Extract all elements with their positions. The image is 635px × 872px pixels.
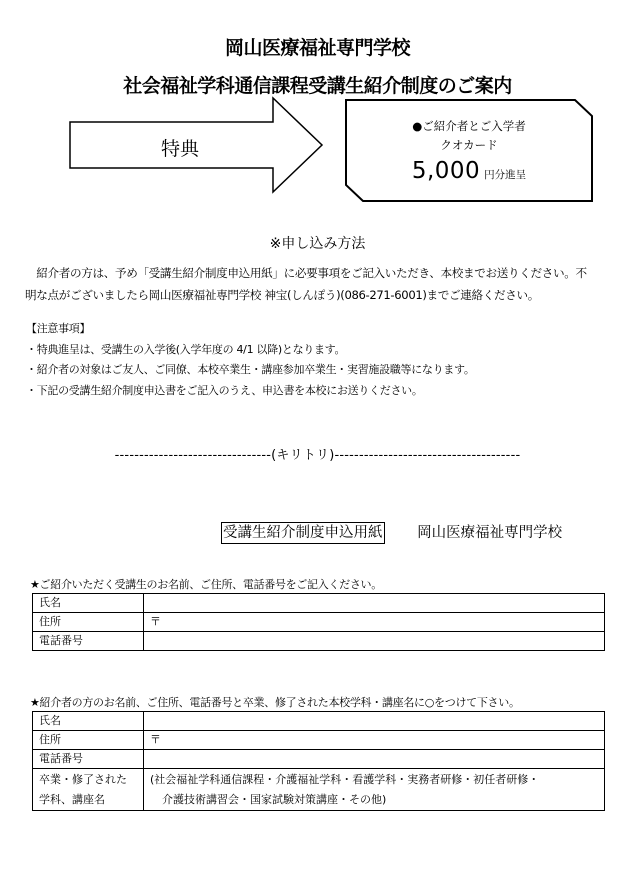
table-row	[33, 731, 605, 750]
notes-heading: 【注意事項】	[26, 322, 91, 335]
referrer-name-label: 氏名	[33, 712, 144, 731]
benefit-item: クオカード	[440, 138, 498, 152]
form-title: 受講生紹介制度申込用紙	[221, 522, 385, 544]
paragraph-line: 明な点がございましたら岡山医療福祉専門学校 神宝(しんぽう)(086-271-6001)までご連絡ください。	[25, 288, 539, 302]
course-label-line: 学科、講座名	[39, 793, 105, 806]
student-info-table	[32, 593, 605, 651]
student-address-label: 住所	[33, 613, 144, 632]
referrer-phone-label: 電話番号	[33, 750, 144, 769]
cut-line: --------------------------------(キリトリ)--------------------------------------	[114, 448, 521, 463]
table-row	[33, 613, 605, 632]
referrer-address-field[interactable]: 〒	[144, 731, 605, 750]
table-row	[33, 750, 605, 769]
paragraph-line: 紹介者の方は、予め「受講生紹介制度申込用紙」に必要事項をご記入いただき、本校までお送りください。不	[25, 266, 587, 280]
table-row	[33, 769, 605, 811]
application-heading: ※申し込み方法	[269, 236, 366, 252]
note-item: ・特典進呈は、受講生の入学後(入学年度の 4/1 以降)となります。	[26, 342, 346, 356]
referrer-address-label: 住所	[33, 731, 144, 750]
benefit-amount-line	[346, 158, 592, 184]
table-row	[33, 632, 605, 651]
form-school-name: 岡山医療福祉専門学校	[417, 525, 563, 541]
course-options-line: 介護技術講習会・国家試験対策講座・その他)	[162, 793, 387, 806]
benefit-recipients: ●ご紹介者とご入学者	[412, 119, 526, 133]
student-phone-label: 電話番号	[33, 632, 144, 651]
referrer-section-instruction: ★紹介者の方のお名前、ご住所、電話番号と卒業、修了された本校学科・講座名に○をつけて下さい。	[30, 696, 520, 709]
student-phone-field[interactable]	[144, 632, 605, 651]
referrer-info-table	[32, 711, 605, 811]
school-name-title: 岡山医療福祉専門学校	[224, 37, 410, 59]
referrer-name-field[interactable]	[144, 712, 605, 731]
benefit-amount-unit: 円分進呈	[484, 169, 527, 181]
course-label-line: 卒業・修了された	[39, 773, 127, 786]
referrer-phone-field[interactable]	[144, 750, 605, 769]
form-header	[221, 521, 562, 544]
student-name-label: 氏名	[33, 594, 144, 613]
note-item: ・紹介者の対象はご友人、ご同僚、本校卒業生・講座参加卒業生・実習施設職等になります。	[26, 363, 475, 376]
referrer-course-label	[33, 769, 144, 811]
note-item: ・下記の受講生紹介制度申込書をご記入のうえ、申込書を本校にお送りください。	[26, 383, 423, 397]
table-row	[33, 712, 605, 731]
table-row	[33, 594, 605, 613]
student-address-field[interactable]: 〒	[144, 613, 605, 632]
course-options-line: (社会福祉学科通信課程・介護福祉学科・看護学科・実務者研修・初任者研修・	[150, 773, 540, 786]
student-section-instruction: ★ご紹介いただく受講生のお名前、ご住所、電話番号をご記入ください。	[30, 578, 382, 591]
referrer-course-options[interactable]	[144, 769, 605, 811]
student-name-field[interactable]	[144, 594, 605, 613]
page-title: 社会福祉学科通信課程受講生紹介制度のご案内	[123, 75, 512, 97]
application-paragraph	[25, 262, 615, 306]
benefit-arrow-label: 特典	[160, 138, 199, 160]
notes-section	[26, 319, 475, 401]
benefit-amount: 5,000	[411, 158, 481, 184]
